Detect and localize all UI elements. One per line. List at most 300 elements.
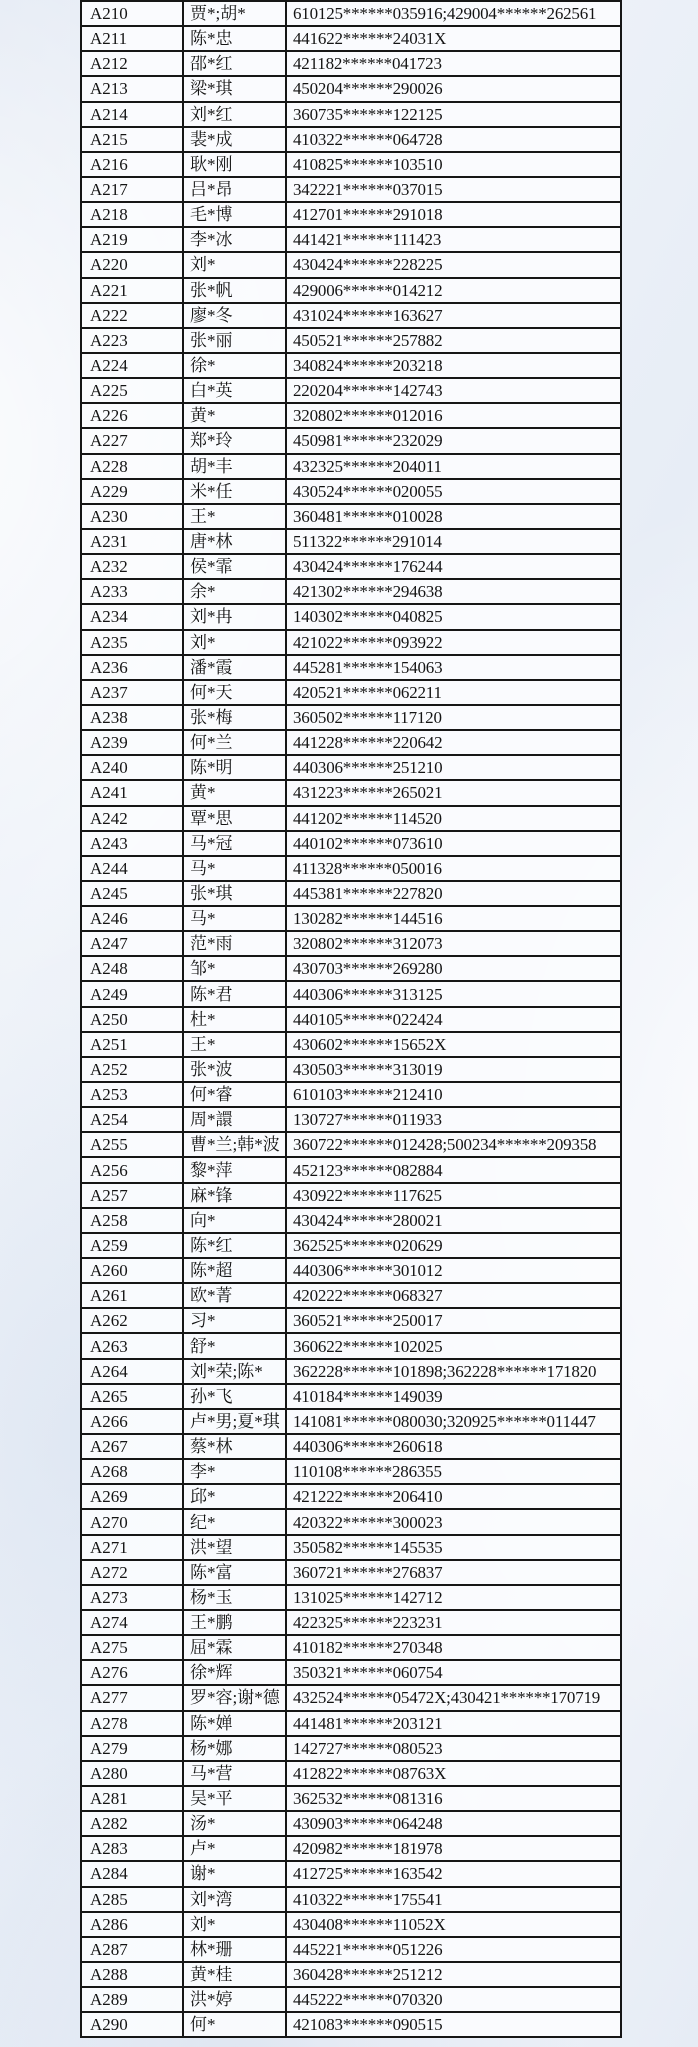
code-cell: A218 xyxy=(81,202,183,227)
name-cell: 纪* xyxy=(183,1509,286,1534)
id-number-cell: 431024******163627 xyxy=(286,303,621,328)
id-number-cell: 429006******014212 xyxy=(286,278,621,303)
table-row xyxy=(81,1811,621,1836)
table-row xyxy=(81,1107,621,1132)
name-cell: 刘*红 xyxy=(183,102,286,127)
code-cell: A221 xyxy=(81,278,183,303)
code-cell: A228 xyxy=(81,454,183,479)
id-number-cell: 421182******041723 xyxy=(286,51,621,76)
id-number-cell: 350582******145535 xyxy=(286,1535,621,1560)
name-cell: 陈*明 xyxy=(183,755,286,780)
table-row xyxy=(81,278,621,303)
id-number-cell: 360721******276837 xyxy=(286,1560,621,1585)
id-number-cell: 430424******176244 xyxy=(286,554,621,579)
code-cell: A286 xyxy=(81,1912,183,1937)
id-number-cell: 441228******220642 xyxy=(286,730,621,755)
id-number-cell: 360502******117120 xyxy=(286,705,621,730)
table-row xyxy=(81,303,621,328)
table-row xyxy=(81,1987,621,2012)
code-cell: A231 xyxy=(81,529,183,554)
name-cell: 杨*玉 xyxy=(183,1585,286,1610)
code-cell: A214 xyxy=(81,102,183,127)
code-cell: A279 xyxy=(81,1736,183,1761)
name-cell: 何*兰 xyxy=(183,730,286,755)
table-row xyxy=(81,1057,621,1082)
name-cell: 米*任 xyxy=(183,479,286,504)
code-cell: A235 xyxy=(81,630,183,655)
table-row xyxy=(81,1208,621,1233)
code-cell: A259 xyxy=(81,1233,183,1258)
name-cell: 刘* xyxy=(183,252,286,277)
table-row xyxy=(81,403,621,428)
table-row xyxy=(81,1711,621,1736)
id-number-cell: 420521******062211 xyxy=(286,680,621,705)
name-cell: 黄* xyxy=(183,780,286,805)
name-cell: 邵*红 xyxy=(183,51,286,76)
id-number-cell: 362525******020629 xyxy=(286,1233,621,1258)
name-cell: 马* xyxy=(183,856,286,881)
table-row xyxy=(81,1836,621,1861)
code-cell: A285 xyxy=(81,1887,183,1912)
id-number-cell: 342221******037015 xyxy=(286,177,621,202)
id-number-cell: 410322******064728 xyxy=(286,127,621,152)
name-cell: 习* xyxy=(183,1308,286,1333)
table-row xyxy=(81,1912,621,1937)
table-row xyxy=(81,1937,621,1962)
table-row xyxy=(81,856,621,881)
id-number-cell: 440306******251210 xyxy=(286,755,621,780)
table-row xyxy=(81,1887,621,1912)
code-cell: A237 xyxy=(81,680,183,705)
id-number-cell: 420322******300023 xyxy=(286,1509,621,1534)
code-cell: A283 xyxy=(81,1836,183,1861)
name-cell: 刘*荣;陈* xyxy=(183,1359,286,1384)
name-cell: 陈*超 xyxy=(183,1258,286,1283)
id-number-cell: 410825******103510 xyxy=(286,152,621,177)
table-row xyxy=(81,1333,621,1358)
id-number-cell: 141081******080030;320925******011447 xyxy=(286,1409,621,1434)
id-number-cell: 440102******073610 xyxy=(286,831,621,856)
name-cell: 刘*湾 xyxy=(183,1887,286,1912)
code-cell: A244 xyxy=(81,856,183,881)
id-number-cell: 450204******290026 xyxy=(286,76,621,101)
code-cell: A242 xyxy=(81,806,183,831)
table-row xyxy=(81,1082,621,1107)
id-number-cell: 440306******301012 xyxy=(286,1258,621,1283)
id-number-cell: 360428******251212 xyxy=(286,1962,621,1987)
name-cell: 杨*娜 xyxy=(183,1736,286,1761)
code-cell: A261 xyxy=(81,1283,183,1308)
id-number-cell: 410184******149039 xyxy=(286,1384,621,1409)
table-row xyxy=(81,76,621,101)
table-row xyxy=(81,680,621,705)
table-row xyxy=(81,831,621,856)
name-cell: 裴*成 xyxy=(183,127,286,152)
id-number-cell: 350321******060754 xyxy=(286,1660,621,1685)
table-row xyxy=(81,1283,621,1308)
name-cell: 张*琪 xyxy=(183,881,286,906)
table-row xyxy=(81,554,621,579)
code-cell: A243 xyxy=(81,831,183,856)
table-row xyxy=(81,1736,621,1761)
name-cell: 马*营 xyxy=(183,1761,286,1786)
code-cell: A276 xyxy=(81,1660,183,1685)
code-cell: A269 xyxy=(81,1484,183,1509)
id-number-cell: 420982******181978 xyxy=(286,1836,621,1861)
name-cell: 耿*刚 xyxy=(183,152,286,177)
name-cell: 陈*忠 xyxy=(183,26,286,51)
code-cell: A250 xyxy=(81,1007,183,1032)
code-cell: A220 xyxy=(81,252,183,277)
code-cell: A211 xyxy=(81,26,183,51)
id-number-cell: 445221******051226 xyxy=(286,1937,621,1962)
id-number-cell: 362228******101898;362228******171820 xyxy=(286,1359,621,1384)
id-number-cell: 441622******24031X xyxy=(286,26,621,51)
code-cell: A227 xyxy=(81,428,183,453)
code-cell: A264 xyxy=(81,1359,183,1384)
code-cell: A263 xyxy=(81,1333,183,1358)
code-cell: A262 xyxy=(81,1308,183,1333)
code-cell: A274 xyxy=(81,1610,183,1635)
name-cell: 舒* xyxy=(183,1333,286,1358)
table-row xyxy=(81,705,621,730)
code-cell: A215 xyxy=(81,127,183,152)
table-row xyxy=(81,1509,621,1534)
name-cell: 贾*;胡* xyxy=(183,1,286,26)
id-number-cell: 410322******175541 xyxy=(286,1887,621,1912)
name-cell: 林*珊 xyxy=(183,1937,286,1962)
name-cell: 黄* xyxy=(183,403,286,428)
id-number-cell: 421022******093922 xyxy=(286,630,621,655)
name-cell: 余* xyxy=(183,579,286,604)
table-row xyxy=(81,1359,621,1384)
table-row xyxy=(81,202,621,227)
code-cell: A270 xyxy=(81,1509,183,1534)
name-cell: 陈*富 xyxy=(183,1560,286,1585)
table-row xyxy=(81,1007,621,1032)
code-cell: A230 xyxy=(81,504,183,529)
name-cell: 李*冰 xyxy=(183,227,286,252)
table-row xyxy=(81,51,621,76)
table-row xyxy=(81,1409,621,1434)
table-row xyxy=(81,1560,621,1585)
id-number-cell: 445281******154063 xyxy=(286,655,621,680)
name-cell: 周*譞 xyxy=(183,1107,286,1132)
id-number-cell: 511322******291014 xyxy=(286,529,621,554)
table-row xyxy=(81,806,621,831)
code-cell: A289 xyxy=(81,1987,183,2012)
code-cell: A256 xyxy=(81,1157,183,1182)
table-row xyxy=(81,504,621,529)
code-cell: A246 xyxy=(81,906,183,931)
name-cell: 黎*萍 xyxy=(183,1157,286,1182)
id-number-cell: 430503******313019 xyxy=(286,1057,621,1082)
table-row xyxy=(81,1610,621,1635)
id-number-cell: 431223******265021 xyxy=(286,780,621,805)
code-cell: A238 xyxy=(81,705,183,730)
id-number-cell: 320802******012016 xyxy=(286,403,621,428)
id-number-cell: 430703******269280 xyxy=(286,956,621,981)
table-row xyxy=(81,1535,621,1560)
id-number-cell: 440306******260618 xyxy=(286,1434,621,1459)
code-cell: A290 xyxy=(81,2012,183,2037)
table-row xyxy=(81,1685,621,1710)
code-cell: A232 xyxy=(81,554,183,579)
table-row xyxy=(81,906,621,931)
code-cell: A275 xyxy=(81,1635,183,1660)
id-number-cell: 610103******212410 xyxy=(286,1082,621,1107)
id-number-cell: 410182******270348 xyxy=(286,1635,621,1660)
name-cell: 何*天 xyxy=(183,680,286,705)
code-cell: A287 xyxy=(81,1937,183,1962)
id-number-cell: 430903******064248 xyxy=(286,1811,621,1836)
id-number-cell: 360735******122125 xyxy=(286,102,621,127)
id-number-cell: 452123******082884 xyxy=(286,1157,621,1182)
name-cell: 蔡*林 xyxy=(183,1434,286,1459)
id-number-cell: 430922******117625 xyxy=(286,1183,621,1208)
id-number-cell: 340824******203218 xyxy=(286,353,621,378)
id-number-cell: 142727******080523 xyxy=(286,1736,621,1761)
table-row xyxy=(81,1384,621,1409)
name-cell: 吴*平 xyxy=(183,1786,286,1811)
code-cell: A288 xyxy=(81,1962,183,1987)
id-number-cell: 430408******11052X xyxy=(286,1912,621,1937)
code-cell: A233 xyxy=(81,579,183,604)
code-cell: A266 xyxy=(81,1409,183,1434)
name-cell: 张*帆 xyxy=(183,278,286,303)
id-number-cell: 412701******291018 xyxy=(286,202,621,227)
table-row xyxy=(81,655,621,680)
id-number-cell: 450521******257882 xyxy=(286,328,621,353)
code-cell: A252 xyxy=(81,1057,183,1082)
table-row xyxy=(81,1434,621,1459)
table-row xyxy=(81,177,621,202)
id-number-cell: 421302******294638 xyxy=(286,579,621,604)
name-cell: 洪*望 xyxy=(183,1535,286,1560)
table-row xyxy=(81,1761,621,1786)
code-cell: A284 xyxy=(81,1861,183,1886)
code-cell: A213 xyxy=(81,76,183,101)
table-row xyxy=(81,1861,621,1886)
table-row xyxy=(81,1,621,26)
name-cell: 胡*丰 xyxy=(183,454,286,479)
name-cell: 汤* xyxy=(183,1811,286,1836)
table-row xyxy=(81,127,621,152)
name-cell: 王*鹏 xyxy=(183,1610,286,1635)
name-cell: 徐* xyxy=(183,353,286,378)
name-cell: 罗*容;谢*德 xyxy=(183,1685,286,1710)
id-number-cell: 110108******286355 xyxy=(286,1459,621,1484)
name-cell: 卢*男;夏*琪 xyxy=(183,1409,286,1434)
name-cell: 张*波 xyxy=(183,1057,286,1082)
table-row xyxy=(81,26,621,51)
code-cell: A271 xyxy=(81,1535,183,1560)
code-cell: A281 xyxy=(81,1786,183,1811)
table-body xyxy=(81,1,621,2037)
name-cell: 徐*辉 xyxy=(183,1660,286,1685)
code-cell: A260 xyxy=(81,1258,183,1283)
name-cell: 刘* xyxy=(183,630,286,655)
id-number-cell: 360622******102025 xyxy=(286,1333,621,1358)
id-number-cell: 432325******204011 xyxy=(286,454,621,479)
name-cell: 陈*红 xyxy=(183,1233,286,1258)
name-cell: 邹* xyxy=(183,956,286,981)
table-row xyxy=(81,102,621,127)
table-row xyxy=(81,1258,621,1283)
name-cell: 曹*兰;韩*波 xyxy=(183,1132,286,1157)
name-cell: 杜* xyxy=(183,1007,286,1032)
table-row xyxy=(81,1962,621,1987)
name-cell: 白*英 xyxy=(183,378,286,403)
table-row xyxy=(81,1459,621,1484)
name-cell: 麻*锋 xyxy=(183,1183,286,1208)
id-number-cell: 441421******111423 xyxy=(286,227,621,252)
table-row xyxy=(81,881,621,906)
name-cell: 陈*婵 xyxy=(183,1711,286,1736)
name-cell: 孙*飞 xyxy=(183,1384,286,1409)
id-roster-table xyxy=(80,0,622,2038)
table-row xyxy=(81,1660,621,1685)
code-cell: A249 xyxy=(81,981,183,1006)
code-cell: A265 xyxy=(81,1384,183,1409)
name-cell: 邱* xyxy=(183,1484,286,1509)
table-row xyxy=(81,1484,621,1509)
code-cell: A236 xyxy=(81,655,183,680)
table-row xyxy=(81,755,621,780)
id-number-cell: 421083******090515 xyxy=(286,2012,621,2037)
table-row xyxy=(81,981,621,1006)
name-cell: 何*睿 xyxy=(183,1082,286,1107)
name-cell: 郑*玲 xyxy=(183,428,286,453)
table-row xyxy=(81,479,621,504)
code-cell: A254 xyxy=(81,1107,183,1132)
name-cell: 黄*桂 xyxy=(183,1962,286,1987)
name-cell: 马* xyxy=(183,906,286,931)
code-cell: A272 xyxy=(81,1560,183,1585)
name-cell: 王* xyxy=(183,504,286,529)
code-cell: A257 xyxy=(81,1183,183,1208)
table-row xyxy=(81,227,621,252)
name-cell: 陈*君 xyxy=(183,981,286,1006)
id-number-cell: 420222******068327 xyxy=(286,1283,621,1308)
name-cell: 卢* xyxy=(183,1836,286,1861)
table-row xyxy=(81,529,621,554)
code-cell: A219 xyxy=(81,227,183,252)
name-cell: 毛*博 xyxy=(183,202,286,227)
table-row xyxy=(81,1157,621,1182)
table-row xyxy=(81,1786,621,1811)
table-row xyxy=(81,353,621,378)
name-cell: 屈*霖 xyxy=(183,1635,286,1660)
code-cell: A226 xyxy=(81,403,183,428)
id-number-cell: 430602******15652X xyxy=(286,1032,621,1057)
name-cell: 马*冠 xyxy=(183,831,286,856)
name-cell: 侯*霏 xyxy=(183,554,286,579)
id-number-cell: 430424******228225 xyxy=(286,252,621,277)
code-cell: A282 xyxy=(81,1811,183,1836)
table-row xyxy=(81,1233,621,1258)
name-cell: 吕*昂 xyxy=(183,177,286,202)
code-cell: A251 xyxy=(81,1032,183,1057)
code-cell: A241 xyxy=(81,780,183,805)
code-cell: A223 xyxy=(81,328,183,353)
id-number-cell: 445381******227820 xyxy=(286,881,621,906)
table-row xyxy=(81,152,621,177)
name-cell: 刘* xyxy=(183,1912,286,1937)
table-row xyxy=(81,730,621,755)
id-number-cell: 450981******232029 xyxy=(286,428,621,453)
code-cell: A239 xyxy=(81,730,183,755)
id-number-cell: 440105******022424 xyxy=(286,1007,621,1032)
name-cell: 范*雨 xyxy=(183,931,286,956)
id-number-cell: 130727******011933 xyxy=(286,1107,621,1132)
code-cell: A277 xyxy=(81,1685,183,1710)
code-cell: A253 xyxy=(81,1082,183,1107)
name-cell: 张*丽 xyxy=(183,328,286,353)
id-number-cell: 362532******081316 xyxy=(286,1786,621,1811)
table-row xyxy=(81,780,621,805)
code-cell: A267 xyxy=(81,1434,183,1459)
table-row xyxy=(81,956,621,981)
name-cell: 何* xyxy=(183,2012,286,2037)
id-number-cell: 220204******142743 xyxy=(286,378,621,403)
code-cell: A212 xyxy=(81,51,183,76)
id-number-cell: 421222******206410 xyxy=(286,1484,621,1509)
name-cell: 谢* xyxy=(183,1861,286,1886)
table-row xyxy=(81,1635,621,1660)
code-cell: A280 xyxy=(81,1761,183,1786)
id-number-cell: 610125******035916;429004******262561 xyxy=(286,1,621,26)
id-number-cell: 360521******250017 xyxy=(286,1308,621,1333)
id-number-cell: 432524******05472X;430421******170719 xyxy=(286,1685,621,1710)
code-cell: A248 xyxy=(81,956,183,981)
id-number-cell: 445222******070320 xyxy=(286,1987,621,2012)
name-cell: 王* xyxy=(183,1032,286,1057)
table-row xyxy=(81,2012,621,2037)
table-row xyxy=(81,579,621,604)
table-row xyxy=(81,378,621,403)
code-cell: A217 xyxy=(81,177,183,202)
id-number-cell: 320802******312073 xyxy=(286,931,621,956)
code-cell: A278 xyxy=(81,1711,183,1736)
table-row xyxy=(81,328,621,353)
name-cell: 潘*霞 xyxy=(183,655,286,680)
name-cell: 李* xyxy=(183,1459,286,1484)
id-number-cell: 131025******142712 xyxy=(286,1585,621,1610)
id-number-cell: 430524******020055 xyxy=(286,479,621,504)
code-cell: A225 xyxy=(81,378,183,403)
table-row xyxy=(81,428,621,453)
name-cell: 张*梅 xyxy=(183,705,286,730)
id-number-cell: 430424******280021 xyxy=(286,1208,621,1233)
table-row xyxy=(81,1585,621,1610)
table-row xyxy=(81,1183,621,1208)
code-cell: A240 xyxy=(81,755,183,780)
code-cell: A222 xyxy=(81,303,183,328)
table-row xyxy=(81,1032,621,1057)
id-number-cell: 411328******050016 xyxy=(286,856,621,881)
code-cell: A229 xyxy=(81,479,183,504)
name-cell: 廖*冬 xyxy=(183,303,286,328)
table-row xyxy=(81,252,621,277)
code-cell: A255 xyxy=(81,1132,183,1157)
code-cell: A258 xyxy=(81,1208,183,1233)
code-cell: A234 xyxy=(81,604,183,629)
id-number-cell: 412822******08763X xyxy=(286,1761,621,1786)
id-number-cell: 130282******144516 xyxy=(286,906,621,931)
table-row xyxy=(81,630,621,655)
code-cell: A273 xyxy=(81,1585,183,1610)
